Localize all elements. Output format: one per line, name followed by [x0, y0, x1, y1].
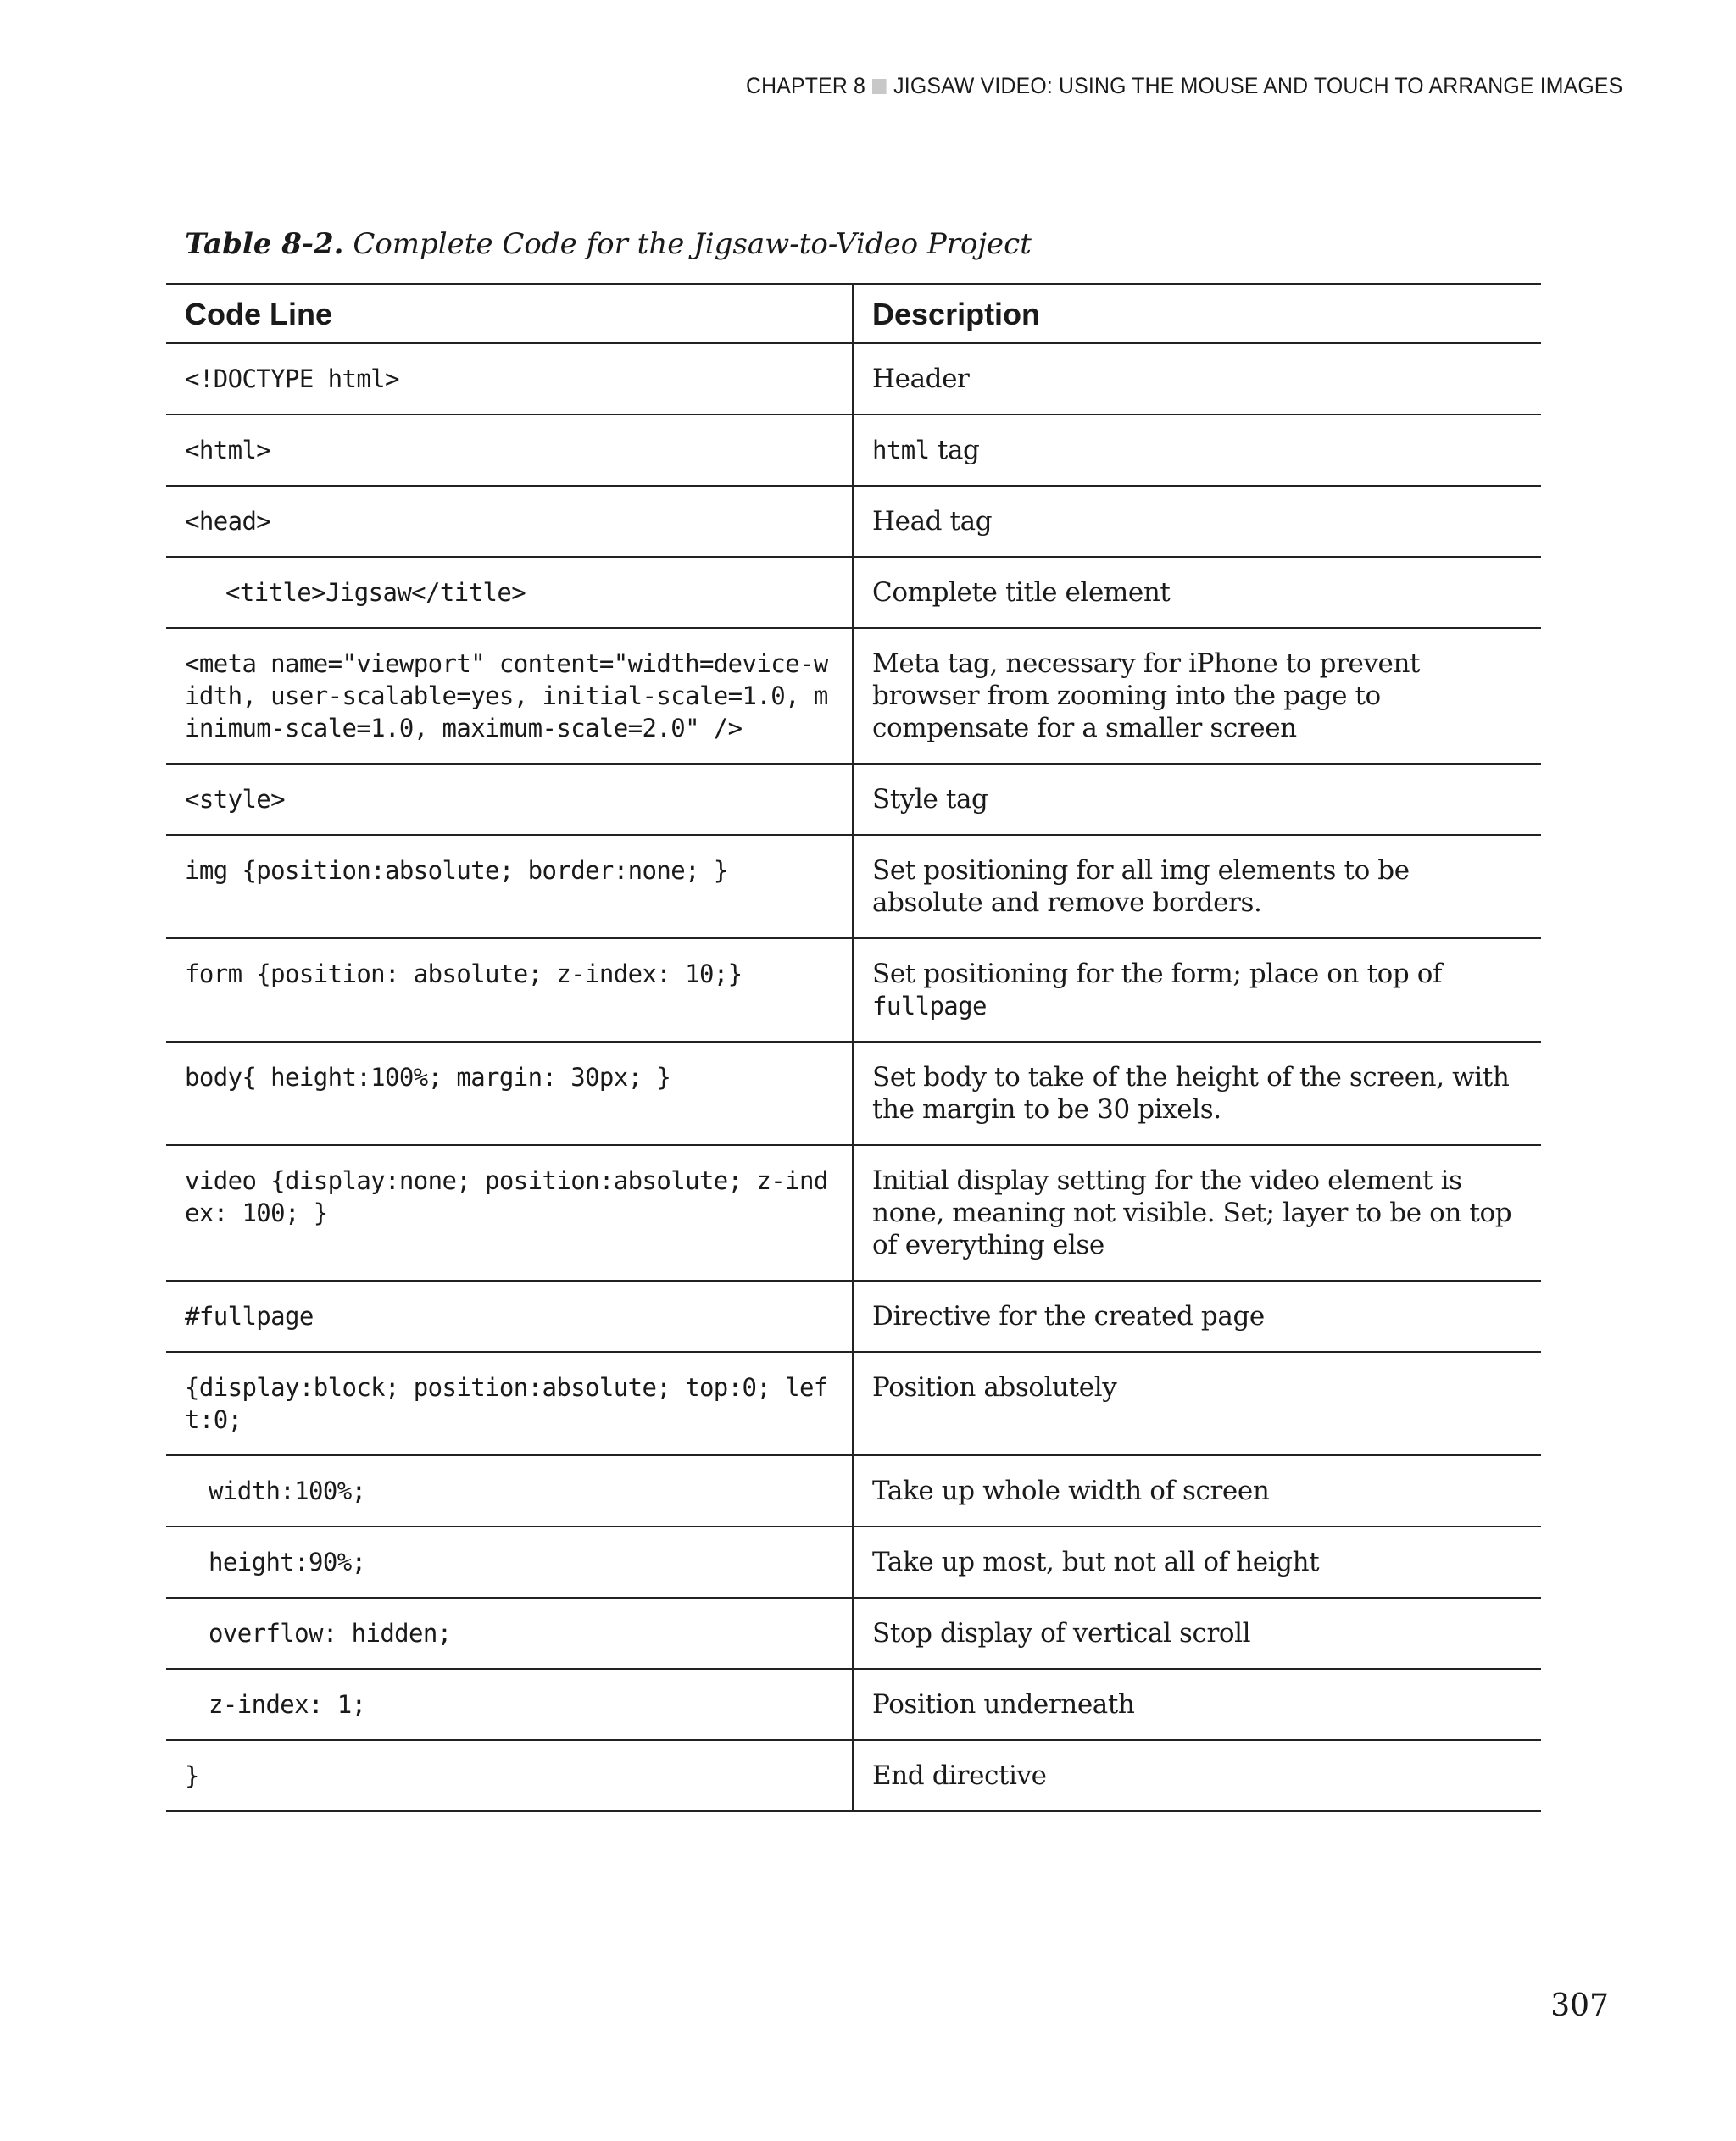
description-cell: Header: [853, 343, 1541, 414]
table-caption-label: Table 8-2.: [185, 227, 344, 261]
column-header-description: Description: [853, 284, 1541, 343]
code-cell: <!DOCTYPE html>: [166, 343, 853, 414]
code-cell: }: [166, 1740, 853, 1811]
code-cell: height:90%;: [166, 1527, 853, 1598]
description-cell: [853, 414, 1541, 486]
table-row: [166, 1455, 1541, 1527]
table-row: [166, 938, 1541, 1042]
description-cell: End directive: [853, 1740, 1541, 1811]
table-row: [166, 1598, 1541, 1669]
separator-square-icon: [872, 79, 887, 94]
inline-code: fullpage: [872, 992, 987, 1020]
description-cell: Stop display of vertical scroll: [853, 1598, 1541, 1669]
table-row: [166, 1352, 1541, 1455]
description-cell: Complete title element: [853, 557, 1541, 628]
code-cell: <meta name="viewport" content="width=device-width, user-scalable=yes, initial-scale=1.0, minimum-scale=1.0, maximum-scale=2.0" />: [166, 628, 853, 764]
description-cell: Set body to take of the height of the screen, with the margin to be 30 pixels.: [853, 1042, 1541, 1145]
code-cell: <head>: [166, 486, 853, 557]
code-cell: <style>: [166, 764, 853, 835]
description-cell: Style tag: [853, 764, 1541, 835]
chapter-title: JIGSAW VIDEO: USING THE MOUSE AND TOUCH TO ARRANGE IMAGES: [893, 73, 1622, 98]
description-cell: Take up most, but not all of height: [853, 1527, 1541, 1598]
description-cell: Initial display setting for the video element is none, meaning not visible. Set; layer to be on top of everything else: [853, 1145, 1541, 1281]
table-row: [166, 1527, 1541, 1598]
table-caption: [185, 227, 1032, 261]
running-header: [746, 73, 1622, 99]
chapter-label: CHAPTER 8: [745, 73, 865, 98]
code-cell: <title>Jigsaw</title>: [166, 557, 853, 628]
table-row: [166, 557, 1541, 628]
description-cell: Position absolutely: [853, 1352, 1541, 1455]
table-row: [166, 1669, 1541, 1740]
code-cell: z-index: 1;: [166, 1669, 853, 1740]
table-caption-text: Complete Code for the Jigsaw-to-Video Project: [353, 227, 1032, 261]
table-row: [166, 628, 1541, 764]
code-table: [166, 283, 1541, 1812]
description-cell: Set positioning for all img elements to be absolute and remove borders.: [853, 835, 1541, 938]
description-text: tag: [929, 435, 980, 465]
code-cell: form {position: absolute; z-index: 10;}: [166, 938, 853, 1042]
page-number: 307: [1550, 1988, 1609, 2023]
code-cell: #fullpage: [166, 1281, 853, 1352]
table-row: [166, 343, 1541, 414]
description-text: Set positioning for the form; place on top of: [872, 959, 1443, 989]
description-cell: Position underneath: [853, 1669, 1541, 1740]
description-cell: Head tag: [853, 486, 1541, 557]
description-cell: Take up whole width of screen: [853, 1455, 1541, 1527]
table-row: [166, 1281, 1541, 1352]
description-cell: Meta tag, necessary for iPhone to prevent browser from zooming into the page to compensate for a smaller screen: [853, 628, 1541, 764]
table-row: [166, 486, 1541, 557]
code-cell: video {display:none; position:absolute; z-index: 100; }: [166, 1145, 853, 1281]
code-cell: <html>: [166, 414, 853, 486]
table-row: [166, 414, 1541, 486]
table-row: [166, 1740, 1541, 1811]
description-cell: [853, 938, 1541, 1042]
code-cell: img {position:absolute; border:none; }: [166, 835, 853, 938]
code-cell: body{ height:100%; margin: 30px; }: [166, 1042, 853, 1145]
table-row: [166, 835, 1541, 938]
code-cell: width:100%;: [166, 1455, 853, 1527]
column-header-code-line: Code Line: [166, 284, 853, 343]
table-row: [166, 764, 1541, 835]
code-cell: overflow: hidden;: [166, 1598, 853, 1669]
inline-code: html: [872, 436, 930, 464]
description-cell: Directive for the created page: [853, 1281, 1541, 1352]
table-row: [166, 1042, 1541, 1145]
table-header-row: [166, 284, 1541, 343]
code-cell: {display:block; position:absolute; top:0; left:0;: [166, 1352, 853, 1455]
table-row: [166, 1145, 1541, 1281]
